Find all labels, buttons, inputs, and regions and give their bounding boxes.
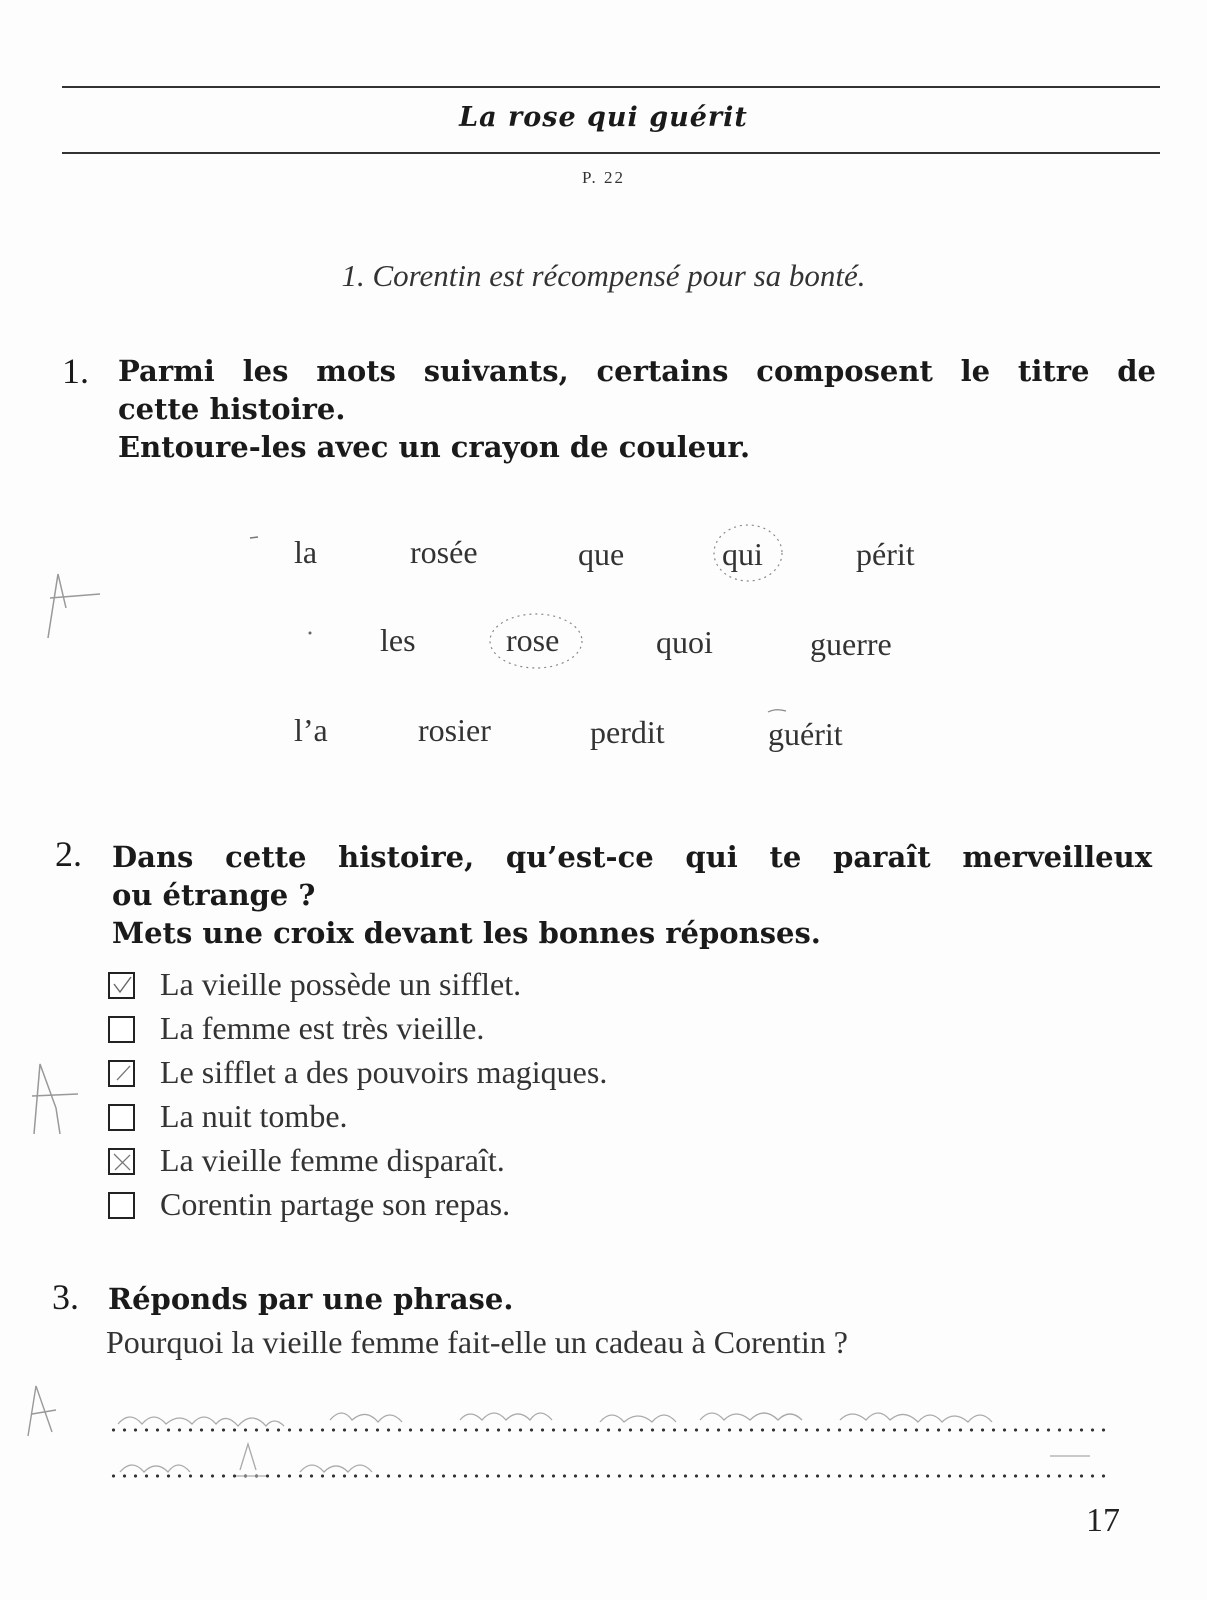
answer-option-label: La nuit tombe. bbox=[160, 1098, 348, 1134]
word-choice[interactable]: la bbox=[294, 534, 318, 570]
answer-option-label: La femme est très vieille. bbox=[160, 1010, 485, 1046]
word-choice[interactable]: rosée bbox=[410, 534, 478, 570]
answer-option-label: Le sifflet a des pouvoirs magiques. bbox=[160, 1054, 608, 1090]
chapter-heading: 1. Corentin est récompensé pour sa bonté. bbox=[341, 258, 866, 293]
word-choice[interactable]: l’a bbox=[294, 712, 328, 748]
exercise-1-number: 1. bbox=[62, 351, 89, 391]
page-number: 17 bbox=[1086, 1502, 1120, 1539]
word-choice[interactable]: perdit bbox=[590, 714, 665, 750]
exercise-3-instruction-text: Réponds par une phrase. bbox=[108, 1282, 514, 1316]
word-choice[interactable]: quoi bbox=[656, 624, 713, 660]
word-choice[interactable]: rose bbox=[506, 622, 560, 658]
exercise-2-number: 2. bbox=[55, 834, 82, 874]
word-choice[interactable]: les bbox=[380, 622, 416, 658]
page-title: La rose qui guérit bbox=[459, 102, 748, 133]
grade-mark-a bbox=[26, 1058, 86, 1138]
exercise-2-line-2: ou étrange ? bbox=[112, 878, 316, 912]
word-choice[interactable]: rosier bbox=[418, 712, 491, 748]
exercise-2-line-1: Dans cette histoire, qu’est-ce qui te paraît merveilleux bbox=[112, 840, 1152, 874]
answer-option-label: La vieille possède un sifflet. bbox=[160, 966, 522, 1002]
word-choice[interactable]: guérit bbox=[768, 716, 843, 752]
exercise-1-line-3: Entoure-les avec un crayon de couleur. bbox=[118, 430, 751, 464]
word-choice[interactable]: guerre bbox=[810, 626, 892, 662]
answer-option-label: Corentin partage son repas. bbox=[160, 1186, 511, 1222]
answer-option-label: La vieille femme disparaît. bbox=[160, 1142, 505, 1178]
exercise-1-line-2: cette histoire. bbox=[118, 392, 346, 426]
exercise-1-line-1: Parmi les mots suivants, certains composent le titre de bbox=[118, 354, 1156, 388]
grade-mark-a bbox=[22, 1380, 68, 1440]
exercise-2-line-3: Mets une croix devant les bonnes réponses. bbox=[112, 916, 821, 950]
word-choice[interactable]: que bbox=[578, 536, 625, 572]
word-choice[interactable]: qui bbox=[722, 536, 763, 572]
page-reference: P. 22 bbox=[581, 168, 626, 187]
grade-mark-a bbox=[40, 568, 110, 644]
exercise-3-number: 3. bbox=[52, 1277, 79, 1317]
exercise-3-question: Pourquoi la vieille femme fait-elle un cadeau à Corentin ? bbox=[106, 1324, 848, 1360]
word-choice[interactable]: périt bbox=[856, 536, 915, 572]
